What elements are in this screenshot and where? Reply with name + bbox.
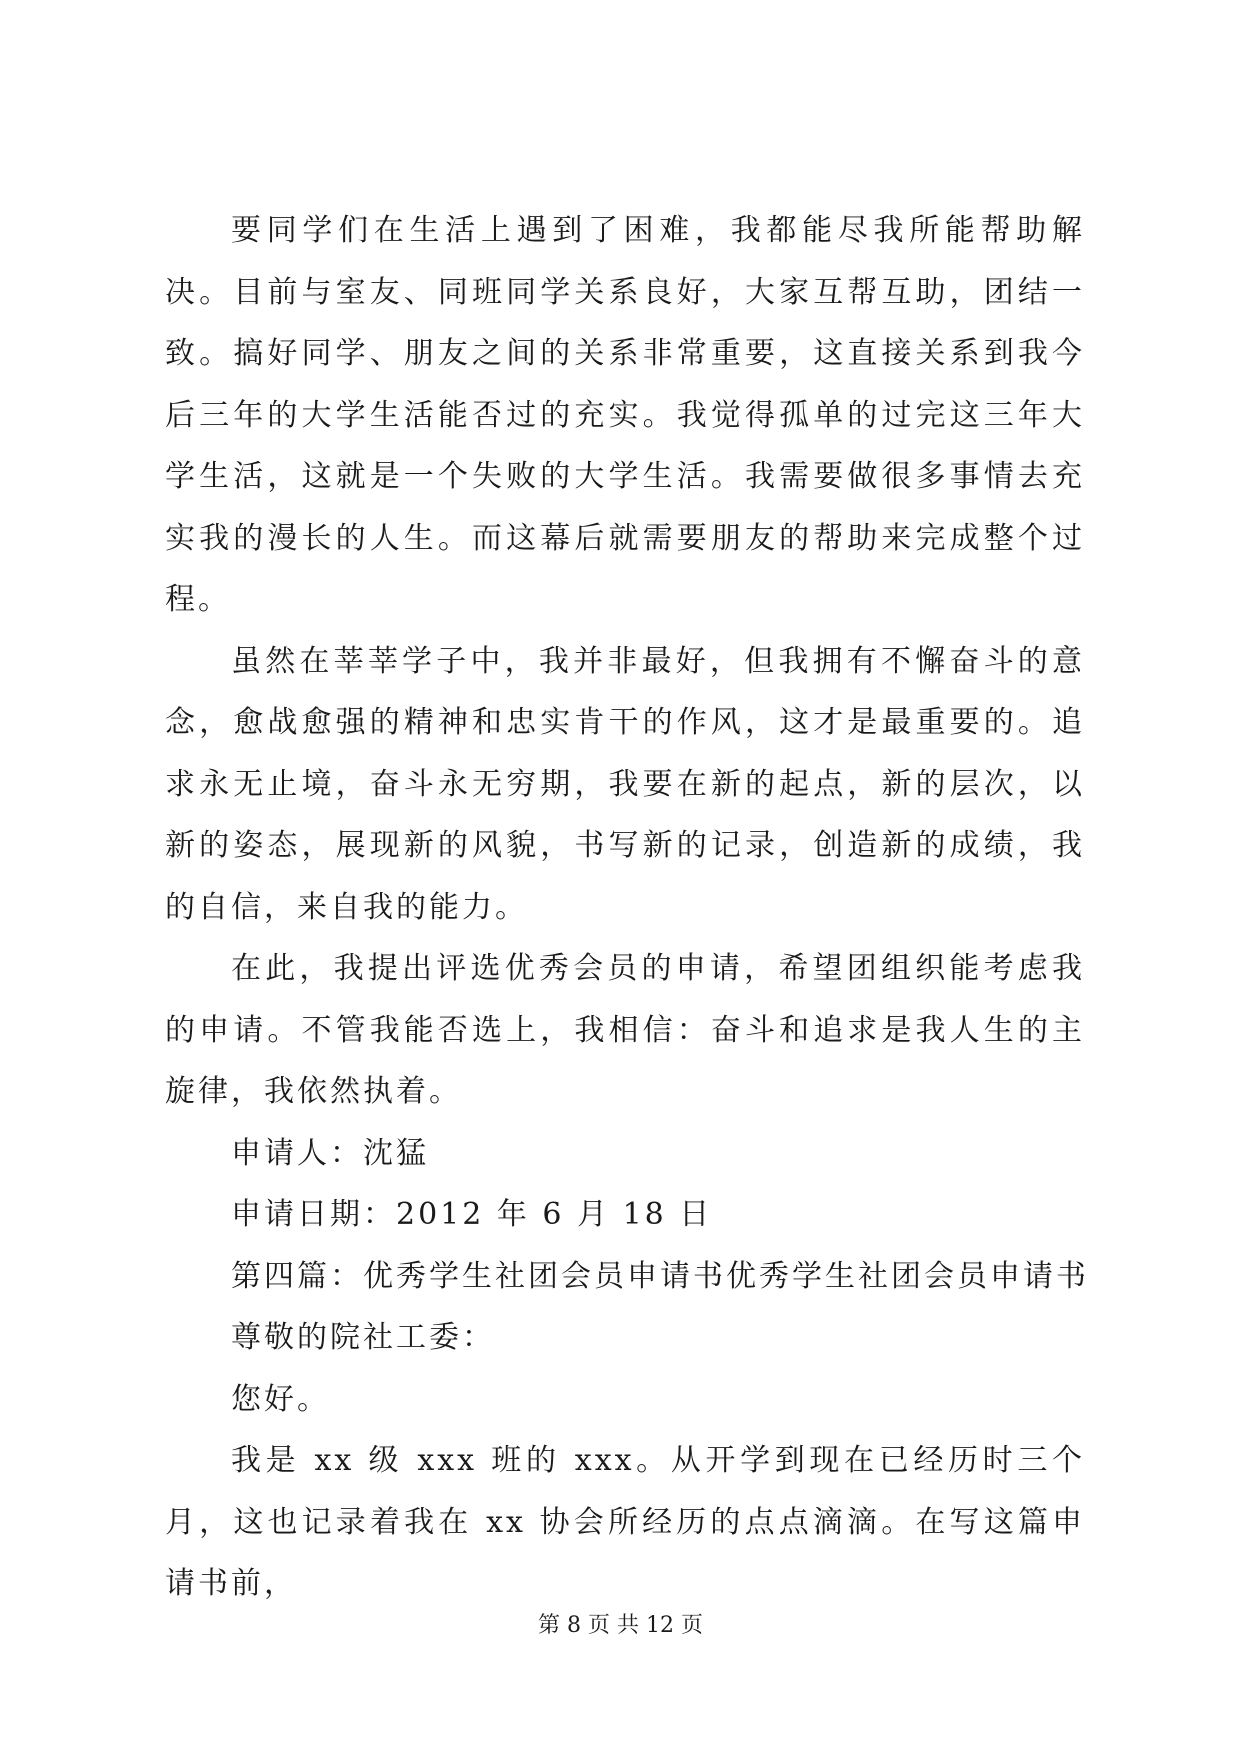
salutation-line: 尊敬的院社工委： <box>231 1320 495 1355</box>
greeting-line: 您好。 <box>231 1381 330 1417</box>
body-paragraph-3: 在此，我提出评选优秀会员的申请，希望团组织能考虑我的申请。不管我能否选上，我相信：奋斗和追求是我人生的主旋律，我依然执着。 <box>165 951 1085 1109</box>
section-title: 第四篇：优秀学生社团会员申请书优秀学生社团会员申请书 <box>231 1258 1089 1294</box>
document-body <box>165 200 1089 1615</box>
applicant-line: 申请人：沈猛 <box>231 1135 429 1171</box>
body-paragraph-1: 要同学们在生活上遇到了困难，我都能尽我所能帮助解决。目前与室友、同班同学关系良好，大家互帮互助，团结一致。搞好同学、朋友之间的关系非常重要，这直接关系到我今后三年的大学生活能否过的充实。我觉得孤单的过完这三年大学生活，这就是一个失败的大学生活。我需要做很多事情去充实我的漫长的人生。而这幕后就需要朋友的帮助来完成整个过程。 <box>165 213 1085 617</box>
page-number-footer: 第 8 页 共 12 页 <box>538 1613 703 1638</box>
body-paragraph-2: 虽然在莘莘学子中，我并非最好，但我拥有不懈奋斗的意念，愈战愈强的精神和忠实肯干的作风，这才是最重要的。追求永无止境，奋斗永无穷期，我要在新的起点，新的层次，以新的姿态，展现新的风貌，书写新的记录，创造新的成绩，我的自信，来自我的能力。 <box>165 643 1085 925</box>
date-line: 申请日期：2012 年 6 月 18 日 <box>231 1197 713 1232</box>
closing-paragraph: 我是 xx 级 xxx 班的 xxx。从开学到现在已经历时三个月，这也记录着我在 xx 协会所经历的点点滴滴。在写这篇申请书前， <box>165 1443 1085 1601</box>
